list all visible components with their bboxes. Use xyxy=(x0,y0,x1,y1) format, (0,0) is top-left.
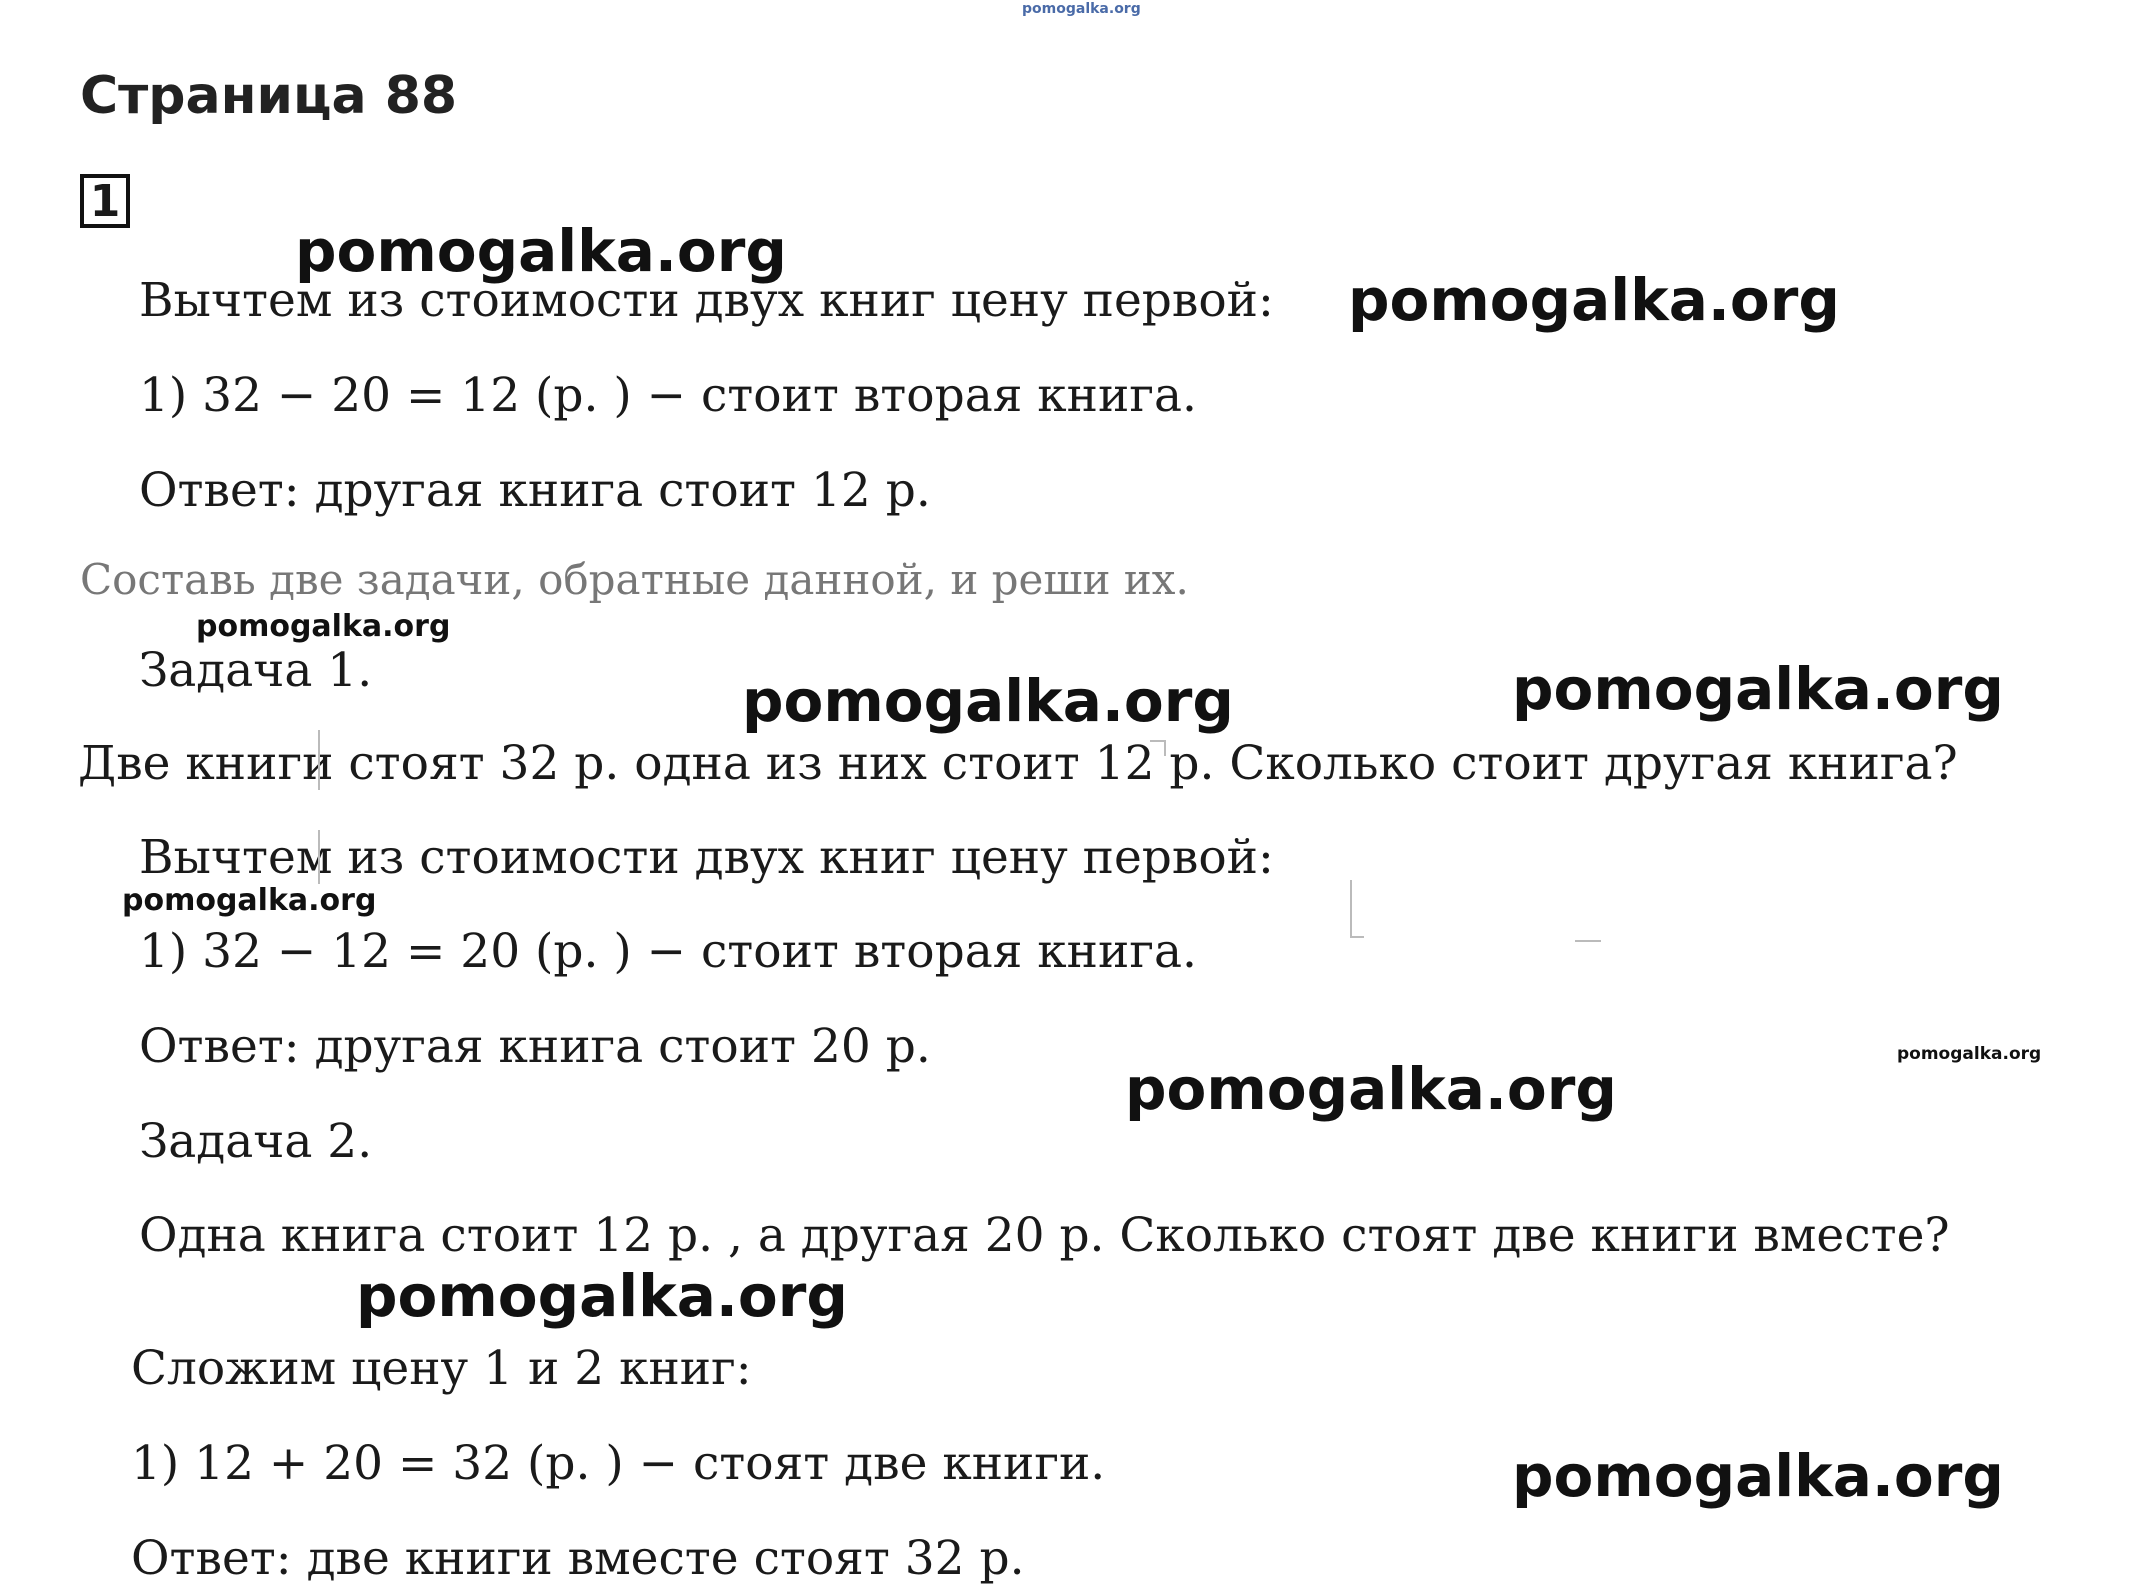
task-intro: Вычтем из стоимости двух книг цену первой: xyxy=(139,273,1274,328)
problem-1-step-1: 1) 32 − 12 = 20 (р. ) − стоит вторая книга. xyxy=(139,924,1197,979)
task-number: 1 xyxy=(89,175,121,227)
scan-artifact xyxy=(318,730,322,790)
watermark: pomogalka.org xyxy=(122,883,377,918)
task-step-1: 1) 32 − 20 = 12 (р. ) − стоит вторая книга. xyxy=(139,368,1197,423)
watermark: pomogalka.org xyxy=(295,217,787,285)
page-title: Страница 88 xyxy=(80,66,458,126)
watermark: pomogalka.org xyxy=(1125,1055,1617,1123)
problem-2-intro: Сложим цену 1 и 2 книг: xyxy=(131,1341,752,1396)
problem-2-answer: Ответ: две книги вместе стоят 32 р. xyxy=(131,1531,1025,1586)
watermark: pomogalka.org xyxy=(196,609,451,644)
watermark: pomogalka.org xyxy=(742,667,1234,735)
watermark: pomogalka.org xyxy=(1512,655,2004,723)
scan-artifact xyxy=(318,830,322,884)
watermark: pomogalka.org xyxy=(1512,1442,2004,1510)
site-watermark-top: pomogalka.org xyxy=(1022,1,1141,17)
task-answer: Ответ: другая книга стоит 12 р. xyxy=(139,463,931,518)
problem-2-statement: Одна книга стоит 12 р. , а другая 20 р. Сколько стоят две книги вместе? xyxy=(139,1208,1950,1263)
problem-2-step-1: 1) 12 + 20 = 32 (р. ) − стоят две книги. xyxy=(131,1436,1106,1491)
exercise-prompt: Составь две задачи, обратные данной, и реши их. xyxy=(80,555,1189,604)
scan-artifact xyxy=(1150,740,1166,756)
watermark: pomogalka.org xyxy=(356,1262,848,1330)
scan-artifact xyxy=(1575,940,1601,944)
problem-2-heading: Задача 2. xyxy=(139,1114,373,1169)
scan-artifact xyxy=(1350,880,1364,938)
watermark: pomogalka.org xyxy=(1897,1044,2042,1064)
watermark: pomogalka.org xyxy=(1348,266,1840,334)
task-number-box xyxy=(80,174,130,228)
problem-1-statement: Две книги стоят 32 р. одна из них стоит 12 р. Сколько стоит другая книга? xyxy=(78,736,1958,791)
problem-1-answer: Ответ: другая книга стоит 20 р. xyxy=(139,1019,931,1074)
problem-1-heading: Задача 1. xyxy=(139,643,373,698)
problem-1-intro: Вычтем из стоимости двух книг цену первой: xyxy=(139,830,1274,885)
